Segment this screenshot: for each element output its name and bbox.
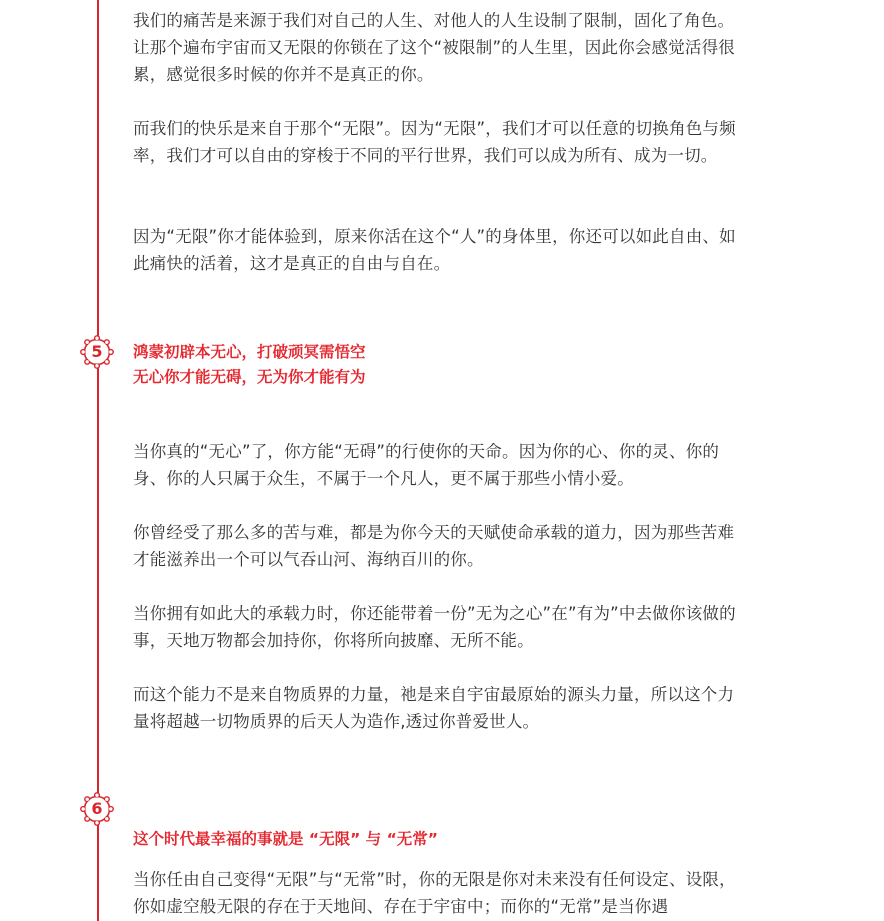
paragraph-suffering: 我们的痛苦是来源于我们对自己的人生、对他人的人生设制了限制，固化了角色。让那个遍布宇宙而又无限的你锁在了这个“被限制”的人生里，因此你会感觉活得很累，感觉很多时候的你并不是真正的你。: [133, 11, 735, 84]
section-6-title: 这个时代最幸福的事就是 “无限” 与 “无常”: [133, 830, 438, 848]
paragraph-capacity: 当你拥有如此大的承载力时，你还能带着一份”无为之心”在”有为”中去做你该做的事，天地万物都会加持你，你将所向披靡、无所不能。: [133, 604, 736, 650]
paragraph-wuxian-wuchang: 当你任由自己变得“无限”与“无常”时，你的无限是你对未来没有任何设定、设限，你如虚空般无限的存在于天地间、存在于宇宙中；而你的“无常”是当你遇: [133, 870, 736, 916]
section-6-number: 6: [91, 799, 103, 818]
section-5-badge: [80, 335, 114, 369]
paragraph-freedom: 因为“无限”你才能体验到，原来你活在这个“人”的身体里，你还可以如此自由、如此痛快的活着，这才是真正的自由与自在。: [133, 227, 736, 273]
section-5-title-line-2: 无心你才能无碍，无为你才能有为: [133, 368, 366, 386]
paragraph-suffering-purpose: 你曾经受了那么多的苦与难，都是为你今天的天赋使命承载的道力，因为那些苦难才能滋养出一个可以气吞山河、海纳百川的你。: [133, 523, 735, 569]
paragraph-joy: 而我们的快乐是来自于那个“无限”。因为“无限”，我们才可以任意的切换角色与频率，我们才可以自由的穿梭于不同的平行世界，我们可以成为所有、成为一切。: [133, 119, 736, 165]
timeline-line: [97, 0, 99, 921]
section-5-number: 5: [91, 342, 103, 361]
paragraph-source-power: 而这个能力不是来自物质界的力量，祂是来自宇宙最原始的源头力量，所以这个力量将超越一切物质界的后天人为造作,透过你普爱世人。: [133, 685, 735, 731]
paragraph-wuxin: 当你真的“无心”了，你方能“无碍”的行使你的天命。因为你的心、你的灵、你的身、你的人只属于众生，不属于一个凡人，更不属于那些小情小爱。: [133, 442, 720, 488]
section-6-badge: [80, 792, 114, 826]
section-5-title-line-1: 鸿蒙初辟本无心，打破顽冥需悟空: [133, 343, 366, 361]
